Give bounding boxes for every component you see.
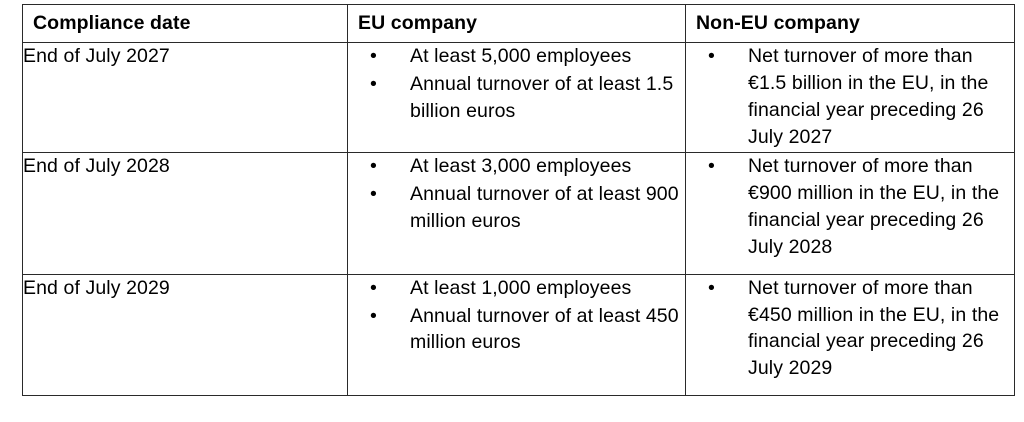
bullet-icon: • — [370, 73, 377, 96]
cell-eu-company — [348, 153, 686, 275]
table-row — [23, 43, 1015, 153]
table-row — [23, 274, 1015, 396]
bullet-icon: • — [708, 45, 715, 68]
cell-compliance-date: End of July 2029 — [23, 274, 348, 396]
table-header — [23, 5, 1015, 43]
list-item-text: Net turnover of more than €450 million in the EU, in the financial year preceding 26 July 2029 — [748, 276, 1000, 380]
bullet-list-non-eu — [686, 43, 1014, 151]
cell-eu-company — [348, 43, 686, 153]
list-item-text: Net turnover of more than €1.5 billion in the EU, in the financial year preceding 26 July 2027 — [748, 45, 989, 149]
bullet-icon: • — [370, 45, 377, 68]
list-item-text: Annual turnover of at least 450 million euros — [410, 304, 679, 354]
list-item-text: Net turnover of more than €900 million in the EU, in the financial year preceding 26 July 2028 — [748, 155, 1000, 258]
bullet-list-eu — [348, 153, 685, 235]
list-item — [686, 43, 1014, 151]
bullet-icon: • — [370, 304, 377, 327]
bullet-list-non-eu — [686, 275, 1014, 383]
cell-compliance-date: End of July 2028 — [23, 153, 348, 275]
cell-eu-company — [348, 274, 686, 396]
cell-compliance-date: End of July 2027 — [23, 43, 348, 153]
bullet-icon: • — [370, 155, 377, 177]
list-item — [348, 275, 685, 302]
list-item — [348, 43, 685, 70]
bullet-icon: • — [708, 276, 715, 299]
cell-non-eu-company — [686, 153, 1015, 275]
cell-non-eu-company — [686, 274, 1015, 396]
table-body — [23, 43, 1015, 396]
table-header-row — [23, 5, 1015, 43]
column-header-non-eu-company: Non-EU company — [686, 5, 1015, 43]
list-item-text: At least 3,000 employees — [410, 155, 632, 177]
cell-non-eu-company — [686, 43, 1015, 153]
list-item — [348, 181, 685, 235]
column-header-eu-company: EU company — [348, 5, 686, 43]
list-item — [686, 275, 1014, 383]
bullet-icon: • — [370, 182, 377, 205]
list-item — [686, 153, 1014, 261]
list-item-text: Annual turnover of at least 1.5 billion euros — [410, 73, 674, 123]
list-item — [348, 71, 685, 125]
document-page — [0, 4, 1024, 422]
bullet-list-non-eu — [686, 153, 1014, 261]
bullet-list-eu — [348, 43, 685, 125]
table-row — [23, 153, 1015, 275]
list-item — [348, 303, 685, 357]
list-item-text: Annual turnover of at least 900 million euros — [410, 182, 679, 232]
column-header-compliance-date: Compliance date — [23, 5, 348, 43]
bullet-list-eu — [348, 275, 685, 357]
list-item-text: At least 5,000 employees — [410, 45, 632, 68]
compliance-table — [22, 4, 1015, 396]
bullet-icon: • — [708, 155, 715, 177]
list-item — [348, 153, 685, 180]
bullet-icon: • — [370, 276, 377, 299]
list-item-text: At least 1,000 employees — [410, 276, 632, 299]
